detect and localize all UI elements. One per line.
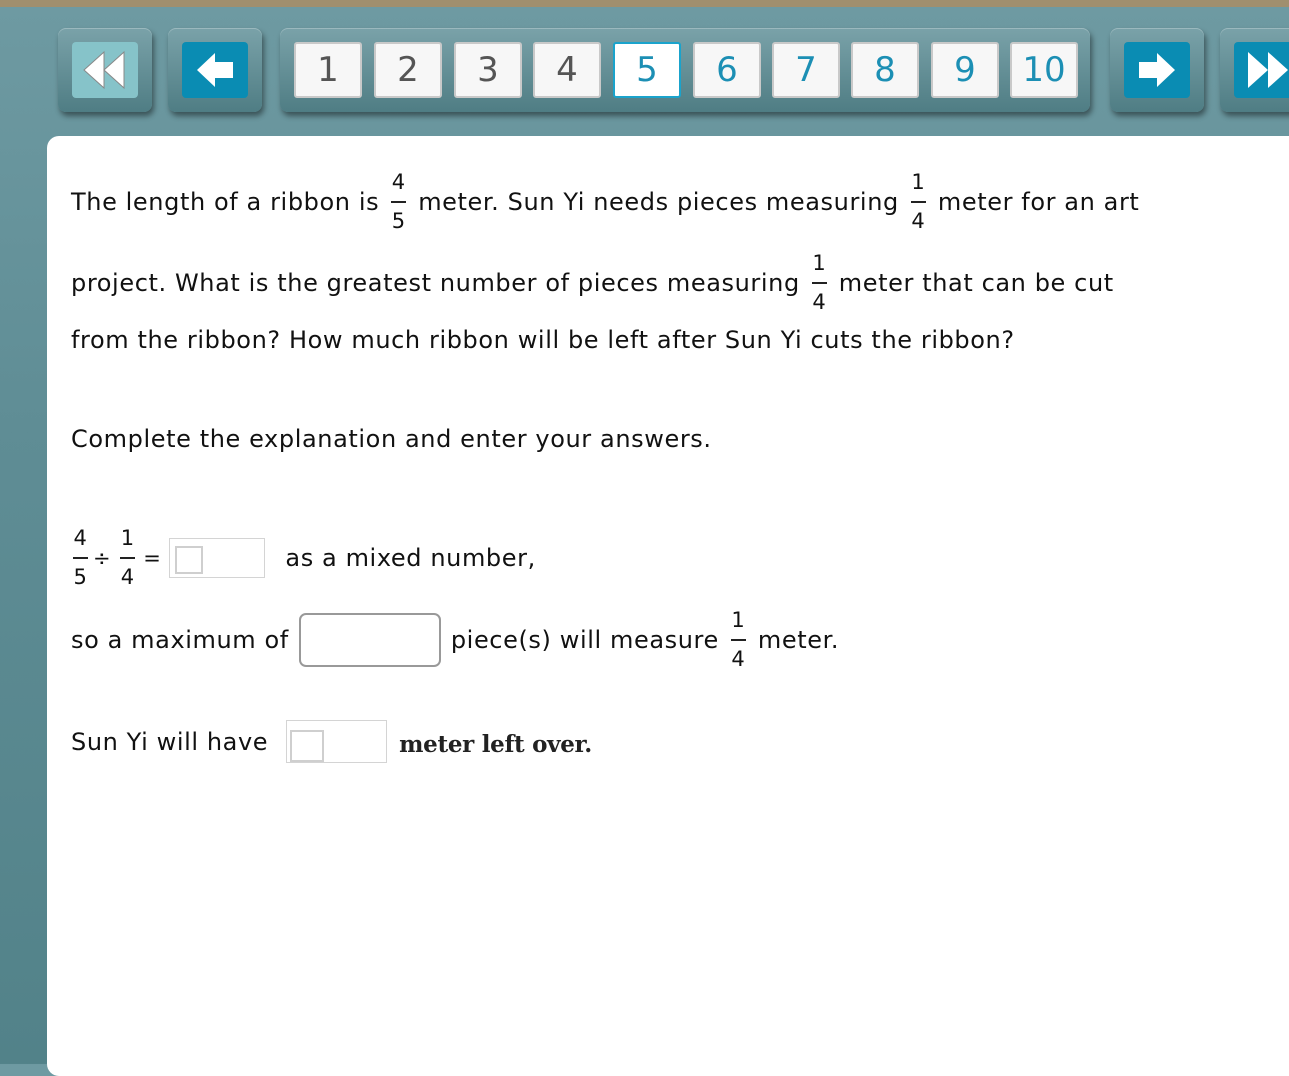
fraction-numerator: 1 — [911, 170, 926, 194]
fraction-numerator: 1 — [731, 608, 746, 632]
question-line-2 — [71, 253, 1114, 313]
right-arrow-icon — [1135, 50, 1179, 90]
fraction-denominator: 5 — [73, 565, 88, 589]
fraction-numerator: 4 — [391, 170, 406, 194]
last-page-group — [1220, 28, 1289, 112]
fraction-one-fourth — [812, 253, 827, 313]
first-page-group — [58, 28, 152, 112]
leftover-row — [71, 720, 592, 763]
equation-row — [71, 528, 536, 588]
fraction-numerator: 1 — [120, 526, 135, 550]
next-page-group — [1110, 28, 1204, 112]
question-text: meter for an art — [937, 188, 1140, 216]
meter-label: meter. — [757, 626, 840, 654]
double-left-arrow-icon — [80, 49, 130, 91]
page-button-6[interactable]: 6 — [693, 42, 761, 98]
instruction-text: Complete the explanation and enter your answers. — [71, 425, 712, 453]
page-button-9[interactable]: 9 — [931, 42, 999, 98]
pieces-count-input[interactable] — [299, 613, 441, 667]
fraction-denominator: 4 — [731, 647, 746, 671]
top-strip — [0, 0, 1289, 7]
fraction-four-fifths — [391, 172, 406, 232]
page-button-4[interactable]: 4 — [533, 42, 601, 98]
double-right-arrow-icon — [1242, 49, 1289, 91]
fraction-denominator: 4 — [812, 290, 827, 314]
page-button-2[interactable]: 2 — [374, 42, 442, 98]
max-pieces-row — [71, 610, 839, 670]
last-page-button[interactable] — [1234, 42, 1289, 98]
pieces-label: piece(s) will measure — [450, 626, 719, 654]
fraction-one-fourth — [120, 528, 135, 588]
page-button-3[interactable]: 3 — [454, 42, 522, 98]
fraction-numerator: 4 — [73, 526, 88, 550]
prev-page-button[interactable] — [182, 42, 248, 98]
page-button-8[interactable]: 8 — [851, 42, 919, 98]
left-arrow-icon — [193, 50, 237, 90]
first-page-button[interactable] — [72, 42, 138, 98]
instruction — [71, 425, 712, 453]
prev-page-group — [168, 28, 262, 112]
leftover-suffix-text: meter left over. — [399, 731, 592, 758]
next-page-button[interactable] — [1124, 42, 1190, 98]
question-text: meter. Sun Yi needs pieces measuring — [418, 188, 899, 216]
page-button-7[interactable]: 7 — [772, 42, 840, 98]
fraction-denominator: 5 — [391, 209, 406, 233]
divide-symbol: ÷ — [93, 546, 112, 570]
fraction-one-fourth — [731, 610, 746, 670]
question-text: The length of a ribbon is — [71, 188, 380, 216]
page-button-10[interactable]: 10 — [1010, 42, 1078, 98]
max-prefix-text: so a maximum of — [71, 626, 289, 654]
question-line-3 — [71, 326, 1015, 354]
equals-symbol: = — [143, 546, 162, 570]
page-button-5[interactable]: 5 — [613, 42, 681, 98]
leftover-fraction-field[interactable] — [290, 730, 324, 762]
mixed-number-input[interactable] — [169, 538, 265, 578]
fraction-denominator: 4 — [911, 209, 926, 233]
mixed-number-label: as a mixed number, — [285, 544, 536, 572]
fraction-four-fifths — [73, 528, 88, 588]
leftover-input[interactable] — [286, 720, 387, 763]
question-panel — [47, 136, 1289, 1076]
page-button-1[interactable]: 1 — [294, 42, 362, 98]
question-text: project. What is the greatest number of pieces measuring — [71, 269, 800, 297]
fraction-denominator: 4 — [120, 565, 135, 589]
question-line-1 — [71, 172, 1139, 232]
page-number-bar — [280, 28, 1090, 112]
whole-number-field[interactable] — [175, 546, 203, 574]
question-text: from the ribbon? How much ribbon will be left after Sun Yi cuts the ribbon? — [71, 326, 1015, 354]
fraction-numerator: 1 — [812, 251, 827, 275]
question-text: meter that can be cut — [838, 269, 1114, 297]
leftover-prefix-text: Sun Yi will have — [71, 727, 269, 756]
fraction-one-fourth — [911, 172, 926, 232]
